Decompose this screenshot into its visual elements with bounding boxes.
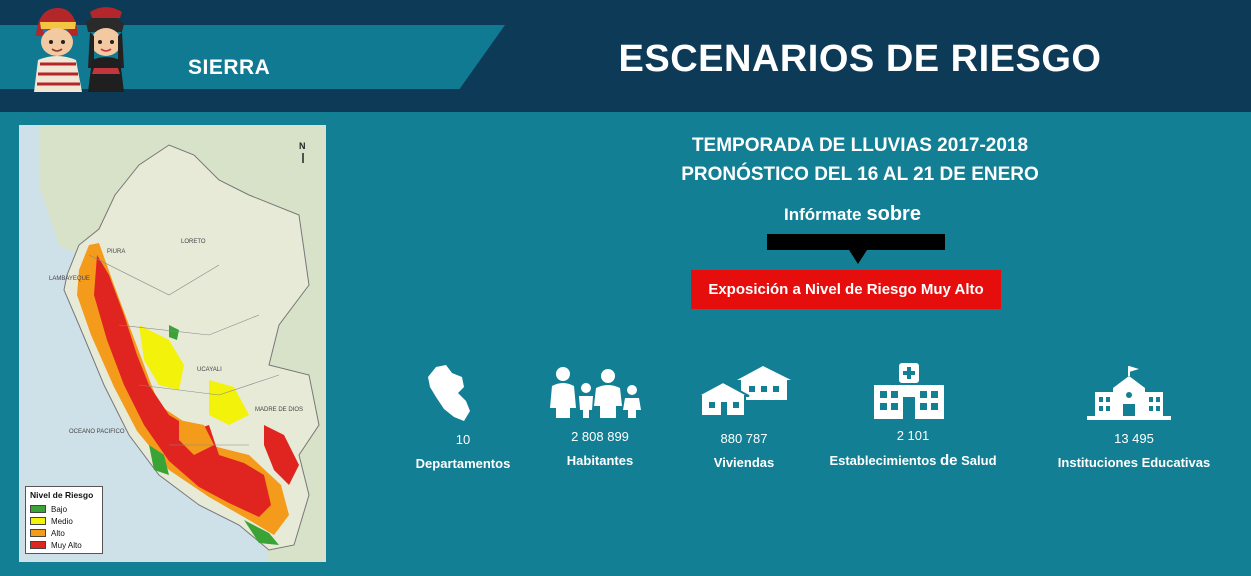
legend-item <box>30 527 98 539</box>
stat-habitantes <box>540 429 660 468</box>
inform-label <box>750 203 955 226</box>
stat-salud <box>816 428 1010 469</box>
stat-label: Instituciones Educativas <box>1057 455 1211 470</box>
peru-map-icon <box>422 363 474 423</box>
legend-label: Bajo <box>51 504 68 514</box>
legend-item <box>30 503 98 515</box>
legend-swatch-alto <box>30 529 46 537</box>
svg-text:OCEANO PACIFICO: OCEANO PACIFICO <box>69 429 125 435</box>
page-title: ESCENARIOS DE RIESGO <box>618 38 1102 80</box>
stat-value: 2 101 <box>896 428 930 443</box>
mascot-children-icon <box>28 2 128 94</box>
very-high-risk-button[interactable]: Exposición a Nivel de Riesgo Muy Alto <box>691 270 1001 309</box>
svg-text:PIURA: PIURA <box>107 249 126 255</box>
legend-label: Alto <box>51 528 65 538</box>
legend-label: Medio <box>51 516 73 526</box>
stat-viviendas <box>684 431 804 470</box>
stat-value: 880 787 <box>720 431 768 446</box>
map-legend <box>25 486 103 554</box>
legend-label: Muy Alto <box>51 540 82 550</box>
stat-label <box>816 452 1010 469</box>
stat-label: Habitantes <box>566 453 634 468</box>
legend-item <box>30 539 98 551</box>
stat-departamentos <box>400 432 526 471</box>
legend-swatch-muy-alto <box>30 541 46 549</box>
legend-item <box>30 515 98 527</box>
family-icon <box>548 366 644 418</box>
svg-text:UCAYALI: UCAYALI <box>197 367 222 373</box>
stat-label-part: Salud <box>961 453 997 468</box>
svg-text:N: N <box>299 141 306 151</box>
stat-value: 10 <box>455 432 471 447</box>
stat-label-part: Establecimientos <box>829 453 937 468</box>
inform-bold: sobre <box>866 203 921 225</box>
stat-label: Departamentos <box>415 456 511 471</box>
stat-instituciones <box>1044 431 1224 470</box>
svg-text:LORETO: LORETO <box>181 239 206 245</box>
stat-label: Viviendas <box>713 455 775 470</box>
inform-prefix: Infórmate <box>784 205 862 224</box>
inform-bar <box>767 234 945 250</box>
svg-text:LAMBAYEQUE: LAMBAYEQUE <box>49 276 90 282</box>
stat-label-part: de <box>940 452 958 469</box>
legend-swatch-medio <box>30 517 46 525</box>
school-icon <box>1087 366 1171 420</box>
hospital-icon <box>874 363 944 419</box>
legend-swatch-bajo <box>30 505 46 513</box>
stat-value: 13 495 <box>1114 431 1154 446</box>
legend-title: Nivel de Riesgo <box>30 490 94 500</box>
region-label: SIERRA <box>188 56 271 79</box>
header-bar <box>0 0 1251 112</box>
down-arrow-icon <box>849 250 867 264</box>
stat-value: 2 808 899 <box>571 429 629 444</box>
forecast-subtitle: PRONÓSTICO DEL 16 AL 21 DE ENERO <box>681 164 1039 185</box>
houses-icon <box>697 364 793 416</box>
season-subtitle: TEMPORADA DE LLUVIAS 2017-2018 <box>691 135 1029 156</box>
svg-text:MADRE DE DIOS: MADRE DE DIOS <box>255 407 304 413</box>
